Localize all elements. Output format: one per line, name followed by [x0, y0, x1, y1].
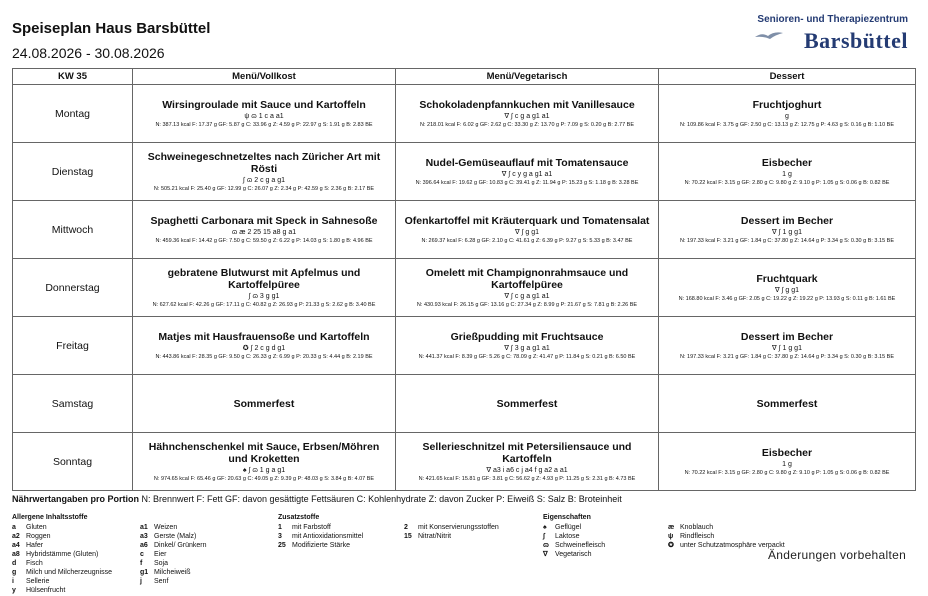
- legend-value: unter Schutzatmosphäre verpackt: [680, 542, 785, 549]
- legend-key: f: [140, 560, 143, 567]
- properties-legend: [543, 513, 605, 559]
- legend-value: Hafer: [26, 542, 44, 549]
- dish-name: Nudel-Gemüseauflauf mit Tomatensauce: [425, 156, 629, 169]
- menu-cell-vegetarisch: [396, 433, 659, 491]
- legend-value: Gluten: [26, 524, 47, 531]
- column-header-dessert: Dessert: [659, 69, 916, 85]
- nutrition-info: N: 430.93 kcal F: 26.15 g GF: 13.16 g C: 27.34 g Z: 8.99 g P: 21.67 g S: 7.81 g B: 2.26 BE: [416, 301, 638, 308]
- legend-item: [140, 550, 207, 559]
- legend-item: [543, 550, 605, 559]
- menu-table: [12, 68, 916, 491]
- dish-name: Fruchtquark: [756, 272, 818, 285]
- legend-value: Milch und Milcherzeugnisse: [26, 569, 112, 576]
- allergens-list-2: [140, 523, 207, 586]
- dish-name: Dessert im Becher: [740, 330, 834, 343]
- table-row: [13, 375, 916, 433]
- dish-name: Omelett mit Champignonrahmsauce und Kartoffelpüree: [425, 266, 629, 291]
- legend-item: [12, 532, 112, 541]
- legend-key: d: [12, 560, 17, 567]
- dish-codes: ∇ ∫ c g a g1 a1: [504, 112, 550, 120]
- table-row: [13, 201, 916, 259]
- legend-key: ∫: [543, 533, 545, 540]
- legend-item: [278, 532, 363, 541]
- legend-key: ɷ: [543, 542, 549, 549]
- legend-item: [404, 532, 499, 541]
- nutrition-legend-text: N: Brennwert F: Fett GF: davon gesättigte Fettsäuren C: Kohlenhydrate Z: davon Zucker P: Eiweiß S: Salz B: Broteinheit: [139, 494, 622, 504]
- menu-cell-dessert: [659, 143, 916, 201]
- menu-cell-vegetarisch: [396, 259, 659, 317]
- legend-key: j: [140, 578, 142, 585]
- nutrition-info: N: 109.86 kcal F: 3.75 g GF: 2.50 g C: 13.13 g Z: 12.75 g P: 4.63 g S: 0.16 g B: 1.10 BE: [679, 121, 895, 128]
- legend-item: [278, 523, 363, 532]
- legend-value: Milcheiweiß: [154, 569, 191, 576]
- dish-codes: ✪ ∫ 2 c g d g1: [242, 344, 286, 352]
- menu-cell-dessert: [659, 375, 916, 433]
- nutrition-info: N: 505.21 kcal F: 25.40 g GF: 12.99 g C: 26.07 g Z: 2.34 g P: 42.59 g S: 2.36 g B: 2.17 BE: [153, 185, 375, 192]
- dish-name: gebratene Blutwurst mit Apfelmus und Kartoffelpüree: [167, 266, 361, 291]
- legend-item: [12, 523, 112, 532]
- legend-value: Sellerie: [26, 578, 50, 585]
- legend-value: Weizen: [154, 524, 178, 531]
- legend-key: g1: [140, 569, 149, 576]
- dish-name: Fruchtjoghurt: [752, 98, 822, 111]
- legend-item: [140, 541, 207, 550]
- menu-cell-dessert: [659, 433, 916, 491]
- legend-item: [140, 532, 207, 541]
- dish-codes: ∫ ɷ 2 c g a g1: [242, 176, 286, 184]
- allergens-legend: [12, 513, 112, 595]
- additives-title: Zusatzstoffe: [278, 514, 320, 521]
- legend-key: 3: [278, 533, 282, 540]
- nutrition-info: N: 269.37 kcal F: 6.28 g GF: 2.10 g C: 41.61 g Z: 6.39 g P: 9.27 g S: 5.33 g B: 3.47 BE: [421, 237, 633, 244]
- dish-codes: ∫ ɷ 3 g g1: [248, 292, 280, 300]
- additives-legend-2: [404, 523, 499, 541]
- menu-cell-dessert: [659, 85, 916, 143]
- legend-value: Nitrat/Nitrit: [418, 533, 452, 540]
- legend-key: y: [12, 587, 16, 594]
- page-title: Speiseplan Haus Barsbüttel: [12, 20, 211, 37]
- legend-item: [12, 568, 112, 577]
- nutrition-legend: [12, 494, 622, 504]
- legend-value: Schweinefleisch: [555, 542, 606, 549]
- table-row: [13, 85, 916, 143]
- legend-value: Roggen: [26, 533, 51, 540]
- legend-value: Senf: [154, 578, 169, 585]
- day-cell: Samstag: [13, 375, 133, 433]
- dish-name: Spaghetti Carbonara mit Speck in Sahnesoße: [150, 214, 378, 227]
- legend-item: [140, 577, 207, 586]
- additives-legend: [278, 513, 363, 550]
- dish-codes: ∇ ∫ g g1: [774, 286, 800, 294]
- legend-key: æ: [668, 524, 675, 531]
- legend-key: c: [140, 551, 144, 558]
- legend-key: 1: [278, 524, 282, 531]
- legend-key: ♠: [543, 524, 547, 531]
- nutrition-info: N: 168.80 kcal F: 3.46 g GF: 2.05 g C: 19.22 g Z: 19.22 g P: 13.93 g S: 0.11 g B: 1.61 BE: [678, 295, 896, 302]
- properties-legend-2: [668, 523, 785, 550]
- legend-item: [12, 586, 112, 595]
- legend-item: [543, 532, 605, 541]
- legend-key: 2: [404, 524, 408, 531]
- column-header-vollkost: Menü/Vollkost: [133, 69, 396, 85]
- date-range: 24.08.2026 - 30.08.2026: [12, 45, 165, 61]
- disclaimer: Änderungen vorbehalten: [768, 548, 907, 562]
- menu-cell-vollkost: [133, 375, 396, 433]
- legend-key: 15: [404, 533, 412, 540]
- header: [12, 20, 210, 61]
- legend-key: i: [12, 578, 14, 585]
- additives-list-1: [278, 523, 363, 550]
- legend-key: a: [12, 524, 16, 531]
- menu-cell-vollkost: [133, 201, 396, 259]
- properties-list-1: [543, 523, 605, 559]
- table-row: [13, 433, 916, 491]
- table-row: [13, 143, 916, 201]
- nutrition-info: N: 70.22 kcal F: 3.15 g GF: 2.80 g C: 9.80 g Z: 9.10 g P: 1.05 g S: 0.06 g B: 0.82 BE: [684, 179, 890, 186]
- dish-codes: 1 g: [782, 460, 792, 468]
- legend-item: [668, 523, 785, 532]
- day-cell: Montag: [13, 85, 133, 143]
- bird-icon: [754, 30, 784, 42]
- legend-item: [12, 559, 112, 568]
- legend-item: [140, 559, 207, 568]
- allergens-legend-2: [140, 523, 207, 586]
- nutrition-legend-title: Nährwertangaben pro Portion: [12, 494, 140, 504]
- dish-name: Sommerfest: [756, 397, 818, 410]
- dish-codes: ψ ɷ 1 c a a1: [244, 112, 284, 120]
- column-header-week: KW 35: [13, 69, 133, 85]
- nutrition-info: N: 459.36 kcal F: 14.42 g GF: 7.50 g C: 59.50 g Z: 6.22 g P: 14.03 g S: 1.80 g B: 4.96 BE: [155, 237, 373, 244]
- legend-value: Laktose: [555, 533, 580, 540]
- nutrition-info: N: 421.65 kcal F: 15.81 g GF: 3.81 g C: 56.62 g Z: 4.93 g P: 11.25 g S: 2.31 g B: 4.73 BE: [418, 475, 636, 482]
- menu-cell-vegetarisch: [396, 143, 659, 201]
- legend-item: [404, 523, 499, 532]
- dish-name: Hähnchenschenkel mit Sauce, Erbsen/Möhren und Kroketten: [148, 440, 380, 465]
- legend-item: [278, 541, 363, 550]
- legend-key: g: [12, 569, 17, 576]
- nutrition-info: N: 197.33 kcal F: 3.21 g GF: 1.84 g C: 37.80 g Z: 14.64 g P: 3.34 g S: 0.30 g B: 3.15 BE: [679, 353, 895, 360]
- nutrition-info: N: 974.65 kcal F: 65.46 g GF: 20.63 g C: 49.05 g Z: 9.39 g P: 48.03 g S: 3.84 g B: 4.07 BE: [153, 475, 375, 482]
- table-row: [13, 317, 916, 375]
- dish-name: Sommerfest: [496, 397, 558, 410]
- dish-codes: ∇ ∫ g g1: [514, 228, 540, 236]
- dish-name: Sellerieschnitzel mit Petersiliensauce und Kartoffeln: [422, 440, 632, 465]
- legend-key: 25: [278, 542, 286, 549]
- legend-key: a4: [12, 542, 20, 549]
- menu-cell-vollkost: [133, 85, 396, 143]
- legend-value: Eier: [154, 551, 167, 558]
- day-cell: Mittwoch: [13, 201, 133, 259]
- legend-key: a6: [140, 542, 148, 549]
- legend-item: [12, 541, 112, 550]
- legend-value: mit Farbstoff: [292, 524, 331, 531]
- dish-name: Schokoladenpfannkuchen mit Vanillesauce: [419, 98, 635, 111]
- dish-codes: ∇ ∫ c g a g1 a1: [504, 292, 550, 300]
- dish-codes: g: [785, 112, 789, 120]
- allergens-title: Allergene Inhaltsstoffe: [12, 514, 88, 521]
- dish-name: Matjes mit Hausfrauensoße und Kartoffeln: [158, 330, 370, 343]
- legend-value: Knoblauch: [680, 524, 714, 531]
- legend-value: mit Antioxidationsmittel: [292, 533, 364, 540]
- legend-value: Geflügel: [555, 524, 582, 531]
- legend-key: ✪: [668, 542, 674, 549]
- legend-key: a2: [12, 533, 20, 540]
- menu-cell-vegetarisch: [396, 375, 659, 433]
- allergens-list-1: [12, 523, 112, 595]
- day-cell: Donnerstag: [13, 259, 133, 317]
- legend-value: Gerste (Malz): [154, 533, 197, 540]
- additives-list-2: [404, 523, 499, 541]
- logo: [758, 14, 908, 54]
- legend-key: a8: [12, 551, 20, 558]
- dish-name: Schweinegeschnetzeltes nach Züricher Art mit Rösti: [147, 150, 381, 175]
- dish-name: Grießpudding mit Fruchtsauce: [450, 330, 604, 343]
- nutrition-info: N: 441.37 kcal F: 8.39 g GF: 5.26 g C: 78.09 g Z: 41.47 g P: 11.84 g S: 0.21 g B: 6.50 BE: [418, 353, 636, 360]
- legend-item: [12, 550, 112, 559]
- legend-item: [140, 523, 207, 532]
- legend-value: Vegetarisch: [555, 551, 592, 558]
- legend-value: Modifizierte Stärke: [292, 542, 350, 549]
- nutrition-info: N: 218.01 kcal F: 6.02 g GF: 2.62 g C: 33.30 g Z: 13.70 g P: 7.09 g S: 0.20 g B: 2.77 BE: [419, 121, 635, 128]
- dish-codes: ♠ ∫ ɷ 1 g a g1: [242, 466, 286, 474]
- logo-name: Barsbüttel: [804, 28, 908, 53]
- nutrition-info: N: 197.33 kcal F: 3.21 g GF: 1.84 g C: 37.80 g Z: 14.64 g P: 3.34 g S: 0.30 g B: 3.15 BE: [679, 237, 895, 244]
- day-cell: Dienstag: [13, 143, 133, 201]
- legend-item: [12, 577, 112, 586]
- nutrition-info: N: 396.64 kcal F: 19.62 g GF: 10.83 g C: 39.41 g Z: 11.94 g P: 15.23 g S: 1.18 g B: 3.28 BE: [415, 179, 639, 186]
- menu-cell-vegetarisch: [396, 201, 659, 259]
- table-header-row: [13, 69, 916, 85]
- dish-name: Eisbecher: [761, 156, 813, 169]
- menu-cell-dessert: [659, 201, 916, 259]
- legend-key: ψ: [668, 533, 674, 540]
- dish-codes: ∇ a3 i a6 c j a4 f g a2 a a1: [486, 466, 568, 474]
- legend-item: [140, 568, 207, 577]
- logo-subtitle: Senioren- und Therapiezentrum: [757, 14, 908, 25]
- legend-value: Hybridstämme (Gluten): [26, 551, 99, 558]
- column-header-vegetarisch: Menü/Vegetarisch: [396, 69, 659, 85]
- dish-codes: ɷ æ 2 25 15 a8 g a1: [231, 228, 297, 236]
- legend-value: Hülsenfrucht: [26, 587, 66, 594]
- dish-codes: ∇ ∫ c y g a g1 a1: [501, 170, 553, 178]
- legend-value: mit Konservierungsstoffen: [418, 524, 499, 531]
- nutrition-info: N: 70.22 kcal F: 3.15 g GF: 2.80 g C: 9.80 g Z: 9.10 g P: 1.05 g S: 0.06 g B: 0.82 BE: [684, 469, 890, 476]
- dish-name: Sommerfest: [233, 397, 295, 410]
- legend-item: [543, 541, 605, 550]
- menu-cell-vollkost: [133, 143, 396, 201]
- legend-key: ∇: [543, 551, 548, 558]
- legend-key: a1: [140, 524, 148, 531]
- dish-name: Wirsingroulade mit Sauce und Kartoffeln: [162, 98, 366, 111]
- properties-list-2: [668, 523, 785, 550]
- menu-cell-vollkost: [133, 259, 396, 317]
- menu-cell-vollkost: [133, 433, 396, 491]
- dish-codes: ∇ ∫ 1 g g1: [772, 228, 802, 236]
- dish-codes: ∇ ∫ 1 g g1: [772, 344, 802, 352]
- legend-value: Soja: [154, 560, 169, 567]
- legend-value: Rindfleisch: [680, 533, 715, 540]
- dish-codes: ∇ ∫ 3 g a g1 a1: [504, 344, 550, 352]
- legend-value: Dinkel/ Grünkern: [154, 542, 207, 549]
- menu-table-body: [13, 85, 916, 491]
- day-cell: Sonntag: [13, 433, 133, 491]
- nutrition-info: N: 627.62 kcal F: 42.26 g GF: 17.11 g C: 40.82 g Z: 26.93 g P: 21.33 g S: 2.62 g B: 3.40 BE: [152, 301, 376, 308]
- menu-cell-dessert: [659, 317, 916, 375]
- menu-cell-vegetarisch: [396, 317, 659, 375]
- table-row: [13, 259, 916, 317]
- dish-name: Ofenkartoffel mit Kräuterquark und Tomatensalat: [404, 214, 650, 227]
- legend-item: [543, 523, 605, 532]
- menu-cell-vollkost: [133, 317, 396, 375]
- nutrition-info: N: 387.13 kcal F: 17.37 g GF: 5.87 g C: 33.96 g Z: 4.59 g P: 22.97 g S: 1.91 g B: 2.83 BE: [155, 121, 373, 128]
- nutrition-info: N: 443.86 kcal F: 28.35 g GF: 9.50 g C: 26.33 g Z: 6.99 g P: 20.33 g S: 4.44 g B: 2.19 BE: [155, 353, 373, 360]
- menu-cell-dessert: [659, 259, 916, 317]
- legend-value: Fisch: [26, 560, 43, 567]
- legend-item: [668, 532, 785, 541]
- dish-codes: 1 g: [782, 170, 792, 178]
- day-cell: Freitag: [13, 317, 133, 375]
- menu-cell-vegetarisch: [396, 85, 659, 143]
- properties-title: Eigenschaften: [543, 514, 591, 521]
- dish-name: Dessert im Becher: [740, 214, 834, 227]
- dish-name: Eisbecher: [761, 446, 813, 459]
- legend-key: a3: [140, 533, 148, 540]
